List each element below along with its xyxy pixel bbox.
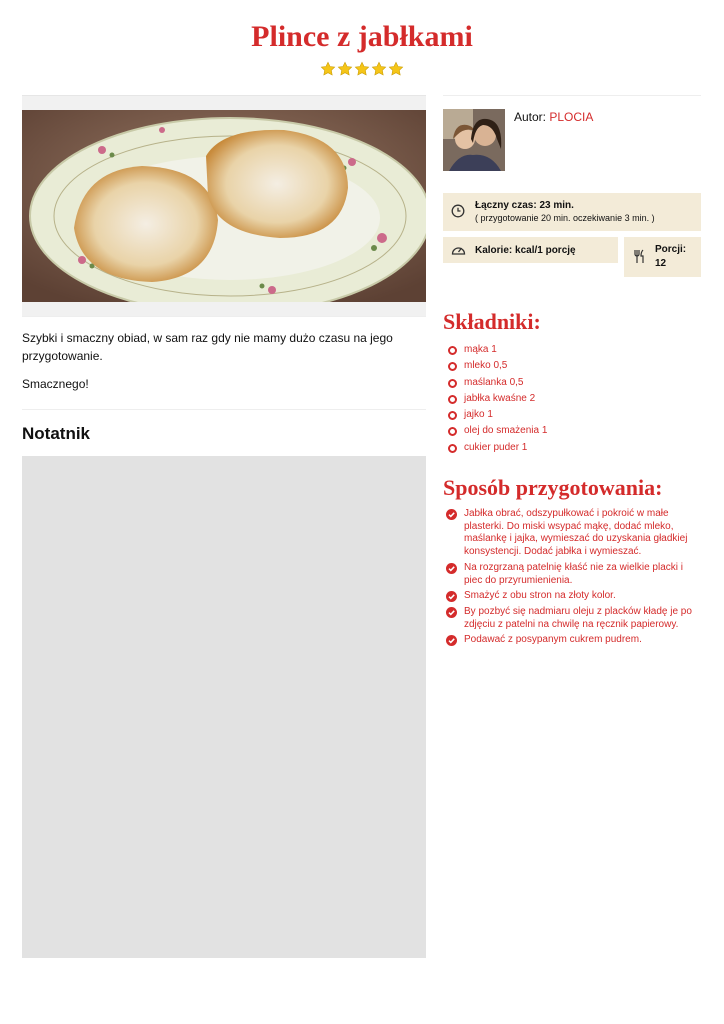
rating-stars — [0, 61, 724, 82]
ingredient-text: jabłka kwaśne 2 — [464, 392, 536, 404]
star-icon — [337, 61, 353, 77]
cutlery-icon — [634, 249, 646, 264]
star-icon — [354, 61, 370, 77]
description-paragraph: Szybki i smaczny obiad, w sam raz gdy nie mamy dużo czasu na jego przygotowanie. — [22, 331, 393, 363]
calories-text: Kalorie: kcal/1 porcję — [475, 245, 576, 256]
author-label: Autor: — [514, 110, 547, 124]
check-circle-icon — [446, 591, 457, 602]
ingredient-text: cukier puder 1 — [464, 441, 528, 453]
ingredient-item[interactable] — [443, 358, 547, 374]
clock-icon — [451, 204, 465, 218]
ingredient-text: olej do smażenia 1 — [464, 425, 548, 437]
portions-value: 12 — [655, 258, 667, 269]
ring-bullet-icon — [448, 411, 457, 420]
ingredient-item[interactable] — [443, 440, 547, 456]
total-time: Łączny czas: 23 min. — [475, 200, 574, 211]
notes-area[interactable] — [22, 456, 426, 958]
ingredient-item[interactable] — [443, 391, 547, 407]
step-text: Jabłka obrać, odszypułkować i pokroić w małe plasterki. Do miski wsypać mąkę, dodać mleko, maślankę i jajka, wymieszać do uzyskania gładkiej konsystencji. Dodać jabłka i wymieszać. — [464, 508, 688, 558]
time-detail: ( przygotowanie 20 min. oczekiwanie 3 min. ) — [475, 213, 655, 223]
calories-box — [443, 237, 618, 263]
check-circle-icon — [446, 607, 457, 618]
ingredient-item[interactable] — [443, 407, 547, 423]
ingredient-item[interactable] — [443, 342, 547, 358]
ring-bullet-icon — [448, 427, 457, 436]
ingredient-text: jajko 1 — [464, 409, 493, 421]
ingredient-text: maślanka 0,5 — [464, 376, 524, 388]
step-text: Smażyć z obu stron na złoty kolor. — [464, 590, 616, 602]
recipe-description — [22, 316, 426, 410]
notes-heading: Notatnik — [22, 424, 90, 443]
portions-box — [624, 237, 701, 277]
ingredients-heading: Składniki: — [443, 309, 541, 334]
step-text: Na rozgrzaną patelnię kłaść nie za wielkie placki i piec do przyrumienienia. — [464, 561, 683, 586]
ingredients-list — [443, 342, 547, 456]
author-block — [443, 95, 701, 187]
ingredient-item[interactable] — [443, 375, 547, 391]
author-name-link[interactable]: PLOCIA — [549, 110, 594, 124]
author-line — [514, 110, 593, 124]
preparation-step[interactable] — [443, 590, 701, 603]
preparation-step[interactable] — [443, 634, 701, 647]
ring-bullet-icon — [448, 346, 457, 355]
recipe-title: Plince z jabłkami — [251, 20, 473, 53]
star-icon — [388, 61, 404, 77]
photo-frame — [22, 95, 426, 316]
star-icon — [320, 61, 336, 77]
ring-bullet-icon — [448, 444, 457, 453]
ingredient-item[interactable] — [443, 423, 547, 439]
preparation-step[interactable] — [443, 562, 701, 587]
recipe-photo — [22, 110, 426, 302]
preparation-step[interactable] — [443, 606, 701, 631]
ring-bullet-icon — [448, 395, 457, 404]
description-paragraph: Smacznego! — [22, 377, 89, 391]
preparation-heading: Sposób przygotowania: — [443, 475, 663, 500]
left-column — [22, 95, 426, 958]
author-avatar — [443, 109, 505, 171]
ring-bullet-icon — [448, 379, 457, 388]
step-text: By pozbyć się nadmiaru oleju z placków kładę je po zdjęciu z patelni na chwilę na ręcznik papierowy. — [464, 605, 692, 630]
star-icon — [371, 61, 387, 77]
ingredient-text: mleko 0,5 — [464, 360, 508, 372]
ingredient-text: mąka 1 — [464, 344, 497, 355]
total-time-box — [443, 193, 701, 231]
gauge-icon — [451, 243, 466, 257]
step-text: Podawać z posypanym cukrem pudrem. — [464, 634, 642, 646]
check-circle-icon — [446, 635, 457, 646]
preparation-steps — [443, 508, 701, 650]
ring-bullet-icon — [448, 362, 457, 371]
right-column — [443, 95, 701, 646]
check-circle-icon — [446, 509, 457, 520]
preparation-step[interactable] — [443, 508, 701, 559]
check-circle-icon — [446, 563, 457, 574]
portions-label: Porcji: — [655, 244, 687, 255]
